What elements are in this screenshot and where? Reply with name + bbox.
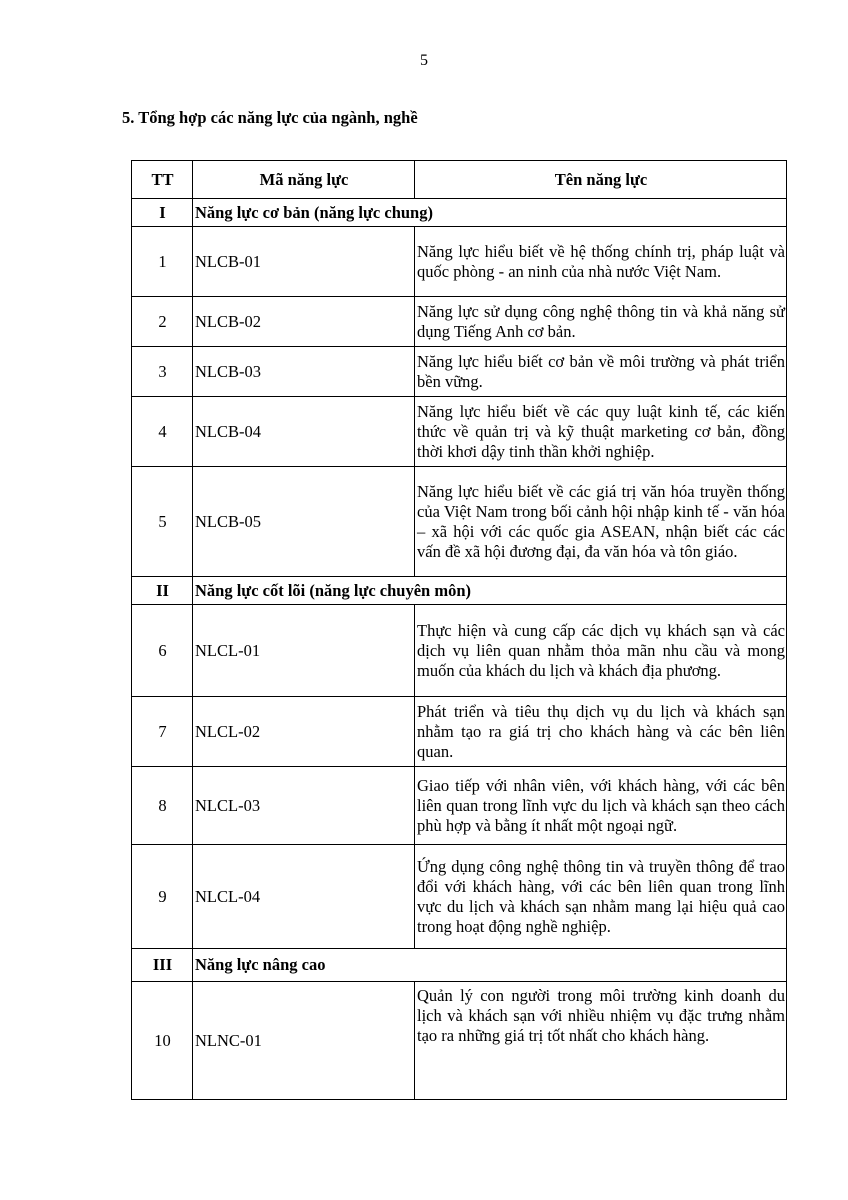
row-name: Ứng dụng công nghệ thông tin và truyền thông để trao đổi với khách hàng, với các bên liên quan trong lĩnh vực du lịch và khách sạn nhằm mang lại hiệu quả cao trong hoạt động nghề nghiệp. — [415, 845, 787, 949]
row-name: Năng lực hiểu biết về các quy luật kinh tế, các kiến thức về quản trị và kỹ thuật marketing cơ bản, đồng thời khơi dậy tinh thần khởi nghiệp. — [415, 397, 787, 467]
table-row — [132, 767, 787, 845]
group-row-basic — [132, 199, 787, 227]
row-tt: 6 — [132, 605, 193, 697]
row-tt: 7 — [132, 697, 193, 767]
column-header-name: Tên năng lực — [415, 161, 787, 199]
row-code: NLCB-04 — [193, 397, 415, 467]
row-name: Năng lực hiểu biết cơ bản về môi trường và phát triển bền vững. — [415, 347, 787, 397]
row-name: Năng lực hiểu biết về các giá trị văn hóa truyền thống của Việt Nam trong bối cảnh hội nhập kinh tế - văn hóa – xã hội với các quốc gia ASEAN, nhận biết các các vấn đề xã hội đương đại, đa văn hóa và tôn giáo. — [415, 467, 787, 577]
table-row — [132, 227, 787, 297]
table-header-row — [132, 161, 787, 199]
group-numeral: III — [132, 949, 193, 982]
column-header-tt: TT — [132, 161, 193, 199]
row-tt: 5 — [132, 467, 193, 577]
row-tt: 3 — [132, 347, 193, 397]
table-row — [132, 297, 787, 347]
group-title: Năng lực cơ bản (năng lực chung) — [193, 199, 787, 227]
row-name: Năng lực sử dụng công nghệ thông tin và khả năng sử dụng Tiếng Anh cơ bản. — [415, 297, 787, 347]
row-name: Quản lý con người trong môi trường kinh doanh du lịch và khách sạn với nhiều nhiệm vụ đặc trưng nhằm tạo ra những giá trị tốt nhất cho khách hàng. — [415, 982, 787, 1100]
row-code: NLCL-01 — [193, 605, 415, 697]
row-code: NLCL-02 — [193, 697, 415, 767]
row-tt: 1 — [132, 227, 193, 297]
row-tt: 9 — [132, 845, 193, 949]
table-row — [132, 845, 787, 949]
section-heading: 5. Tổng hợp các năng lực của ngành, nghề — [122, 108, 418, 127]
row-code: NLCB-01 — [193, 227, 415, 297]
row-code: NLCL-04 — [193, 845, 415, 949]
page-number: 5 — [420, 52, 428, 69]
column-header-code: Mã năng lực — [193, 161, 415, 199]
group-numeral: II — [132, 577, 193, 605]
competency-table — [131, 160, 787, 1100]
row-tt: 8 — [132, 767, 193, 845]
group-row-core — [132, 577, 787, 605]
table-row — [132, 347, 787, 397]
table-row — [132, 605, 787, 697]
row-code: NLNC-01 — [193, 982, 415, 1100]
table-row — [132, 982, 787, 1100]
row-tt: 10 — [132, 982, 193, 1100]
group-title: Năng lực nâng cao — [193, 949, 787, 982]
row-code: NLCL-03 — [193, 767, 415, 845]
table-row — [132, 697, 787, 767]
row-name: Giao tiếp với nhân viên, với khách hàng, với các bên liên quan trong lĩnh vực du lịch và khách sạn theo cách phù hợp và bằng ít nhất một ngoại ngữ. — [415, 767, 787, 845]
group-row-advanced — [132, 949, 787, 982]
group-title: Năng lực cốt lõi (năng lực chuyên môn) — [193, 577, 787, 605]
table-row — [132, 467, 787, 577]
row-name: Năng lực hiểu biết về hệ thống chính trị, pháp luật và quốc phòng - an ninh của nhà nước Việt Nam. — [415, 227, 787, 297]
row-name: Thực hiện và cung cấp các dịch vụ khách sạn và các dịch vụ liên quan nhằm thỏa mãn nhu cầu và mong muốn của khách du lịch và khách địa phương. — [415, 605, 787, 697]
group-numeral: I — [132, 199, 193, 227]
row-tt: 2 — [132, 297, 193, 347]
row-name: Phát triển và tiêu thụ dịch vụ du lịch và khách sạn nhằm tạo ra giá trị cho khách hàng và các bên liên quan. — [415, 697, 787, 767]
row-code: NLCB-03 — [193, 347, 415, 397]
table-row — [132, 397, 787, 467]
row-code: NLCB-05 — [193, 467, 415, 577]
row-code: NLCB-02 — [193, 297, 415, 347]
row-tt: 4 — [132, 397, 193, 467]
